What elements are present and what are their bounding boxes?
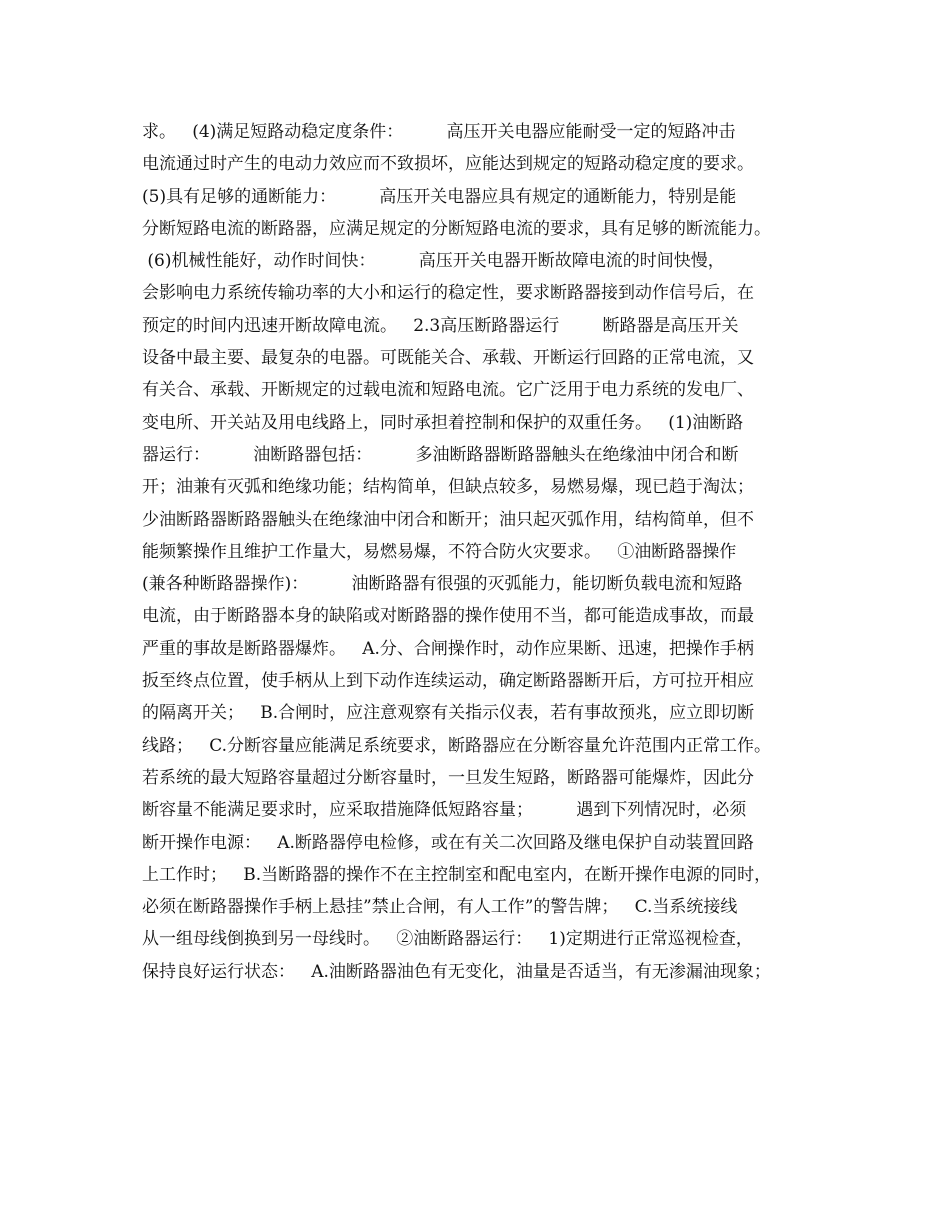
text-line: 上工作时； B.当断路器的操作不在主控制室和配电室内，在断开操作电源的同时，: [142, 864, 772, 885]
text-line: 保持良好运行状态： A.油断路器油色有无变化，油量是否适当，有无渗漏油现象；: [142, 961, 771, 982]
text-line: 能频繁操作且维护工作量大，易燃易爆，不符合防火灾要求。 ①油断路器操作: [142, 541, 737, 562]
body-text: [142, 116, 832, 988]
text-line: 严重的事故是断路器爆炸。 A.分、合闸操作时，动作应果断、迅速，把操作手柄: [142, 638, 754, 659]
text-line: 设备中最主要、最复杂的电器。可既能关合、承载、开断运行回路的正常电流，又: [142, 348, 754, 369]
text-line: 电流通过时产生的电动力效应而不致损坏，应能达到规定的短路动稳定度的要求。: [142, 154, 754, 175]
text-line: 线路； C.分断容量应能满足系统要求，断路器应在分断容量允许范围内正常工作。: [142, 735, 772, 756]
text-line: 预定的时间内迅速开断故障电流。 2.3高压断路器运行 断路器是高压开关: [142, 315, 739, 336]
text-line: 若系统的最大短路容量超过分断容量时，一旦发生短路，断路器可能爆炸，因此分: [142, 767, 754, 788]
text-line: (兼各种断路器操作)： 油断路器有很强的灭弧能力，能切断负载电流和短路: [142, 574, 743, 595]
text-line: (6)机械性能好，动作时间快： 高压开关电器开断故障电流的时间快慢，: [142, 251, 725, 272]
text-line: 扳至终点位置，使手柄从上到下动作连续运动，确定断路器断开后，方可拉开相应: [142, 671, 754, 692]
text-line: 的隔离开关； B.合闸时，应注意观察有关指示仪表，若有事故预兆，应立即切断: [142, 703, 755, 724]
text-line: 从一组母线倒换到另一母线时。 ②油断路器运行： 1)定期进行正常巡视检查，: [142, 929, 753, 950]
text-line: 有关合、承载、开断规定的过载电流和短路电流。它广泛用于电力系统的发电厂、: [142, 380, 754, 401]
text-line: 变电所、开关站及用电线路上，同时承担着控制和保护的双重任务。 (1)油断路: [142, 412, 744, 433]
text-line: 分断短路电流的断路器，应满足规定的分断短路电流的要求，具有足够的断流能力。: [142, 218, 771, 239]
text-line: 会影响电力系统传输功率的大小和运行的稳定性，要求断路器接到动作信号后，在: [142, 283, 754, 304]
text-line: 断容量不能满足要求时，应采取措施降低短路容量； 遇到下列情况时，必须: [142, 800, 747, 821]
text-line: 求。 (4)满足短路动稳定度条件： 高压开关电器应能耐受一定的短路冲击: [142, 122, 736, 142]
text-line: 断开操作电源： A.断路器停电检修，或在有关二次回路及继电保护自动装置回路: [142, 832, 754, 853]
text-line: 少油断路器断路器触头在绝缘油中闭合和断开；油只起灭弧作用，结构简单，但不: [142, 509, 754, 530]
text-line: (5)具有足够的通断能力： 高压开关电器应具有规定的通断能力，特别是能: [142, 186, 737, 207]
text-line: 必须在断路器操作手柄上悬挂”禁止合闸，有人工作”的警告牌； C.当系统接线: [142, 897, 738, 918]
text-line: 电流，由于断路器本身的缺陷或对断路器的操作使用不当，都可能造成事故，而最: [142, 606, 754, 627]
text-line: 器运行： 油断路器包括： 多油断路器断路器触头在绝缘油中闭合和断: [142, 444, 739, 465]
text-line: 开；油兼有灭弧和绝缘功能；结构简单，但缺点较多，易燃易爆，现已趋于淘汰；: [142, 477, 754, 498]
